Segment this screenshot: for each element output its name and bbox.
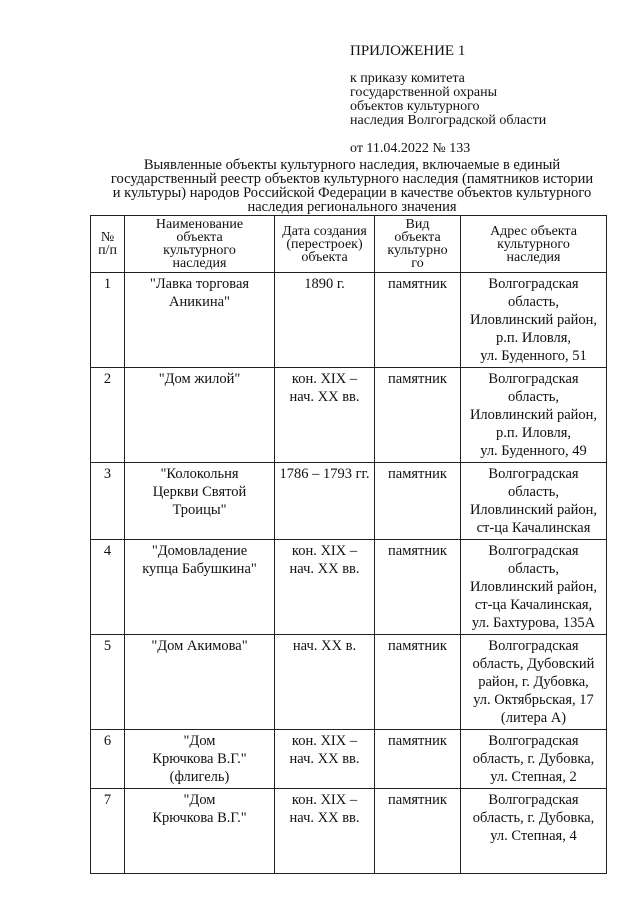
address-line: район, г. Дубовка, [478, 674, 589, 690]
address-line: (литера А) [500, 710, 567, 726]
address-line: Иловлинский район, [469, 312, 598, 328]
header-line: объекта [394, 230, 441, 245]
cell-number: 4 [91, 540, 125, 635]
table-row [91, 368, 607, 463]
cell-type: памятник [375, 368, 461, 463]
name-line: "Дом Акимова" [151, 638, 248, 654]
name-line: Крючкова В.Г." [152, 810, 247, 826]
heritage-table [90, 215, 607, 874]
header-line: объекта [176, 230, 223, 245]
cell-date [275, 368, 375, 463]
date-line: нач. XX в. [292, 638, 357, 654]
cell-address [461, 540, 607, 635]
name-line: "Дом жилой" [158, 371, 241, 387]
table-row [91, 730, 607, 789]
name-line: "Дом [183, 733, 216, 749]
name-line: "Дом [183, 792, 216, 808]
title-line: Выявленные объекты культурного наследия, включаемые в единый [143, 157, 561, 173]
address-line: Волгоградская [488, 733, 579, 749]
name-line: Троицы" [172, 502, 227, 518]
cell-address [461, 463, 607, 540]
address-line: Иловлинский район, [469, 407, 598, 423]
cell-name [125, 635, 275, 730]
address-line: Волгоградская [488, 543, 579, 559]
address-line: ул. Бахтурова, 135А [471, 615, 596, 631]
address-line: ул. Буденного, 51 [480, 348, 587, 364]
header-line: Дата создания [282, 223, 367, 239]
address-line: область, [508, 484, 559, 500]
title-line: и культуры) народов Российской Федерации в качестве объектов культурного [112, 185, 592, 201]
cell-name [125, 368, 275, 463]
address-line: область, [508, 561, 559, 577]
header-line: объекта [301, 249, 348, 265]
cell-name [125, 789, 275, 874]
cell-type: памятник [375, 463, 461, 540]
cell-type: памятник [375, 273, 461, 368]
title-line: государственный реестр объектов культурного наследия (памятников истории [110, 171, 594, 187]
header-line: культурно [387, 243, 448, 258]
cell-type: памятник [375, 540, 461, 635]
date-line: 1890 г. [304, 276, 345, 292]
address-line: Волгоградская [488, 792, 579, 808]
date-line: 1786 – 1793 гг. [279, 466, 370, 482]
header-line: наследия [506, 249, 561, 265]
cell-number: 3 [91, 463, 125, 540]
cell-date [275, 463, 375, 540]
cell-date [275, 273, 375, 368]
header-line: наследия [172, 256, 227, 271]
order-line: к приказу комитета [350, 71, 465, 86]
cell-number: 5 [91, 635, 125, 730]
name-line: Крючкова В.Г." [152, 751, 247, 767]
address-line: ул. Буденного, 49 [480, 443, 587, 459]
header-line: культурного [497, 236, 570, 252]
cell-name [125, 540, 275, 635]
name-line: "Домовладение [151, 543, 248, 559]
address-line: Волгоградская [488, 466, 579, 482]
date-line: кон. XIX – [291, 371, 358, 387]
address-line: область, г. Дубовка, [472, 751, 595, 767]
header-line: культурного [163, 243, 236, 258]
order-line: объектов культурного [350, 99, 480, 114]
cell-type: памятник [375, 635, 461, 730]
name-line: "Лавка торговая [149, 276, 250, 292]
table-header-row [91, 216, 607, 273]
cell-address [461, 730, 607, 789]
name-line: купца Бабушкина" [142, 561, 257, 577]
header-line: п/п [98, 243, 117, 258]
date-line: нач. XX вв. [289, 751, 360, 767]
table-row [91, 540, 607, 635]
cell-name [125, 730, 275, 789]
cell-address [461, 635, 607, 730]
cell-number: 6 [91, 730, 125, 789]
header-address [461, 216, 607, 273]
cell-address [461, 273, 607, 368]
cell-type: памятник [375, 789, 461, 874]
order-date: от 11.04.2022 № 133 [350, 141, 471, 156]
cell-number: 7 [91, 789, 125, 874]
address-line: область, Дубовский [472, 656, 595, 672]
header-line: Вид [405, 217, 430, 232]
address-line: ул. Степная, 4 [490, 828, 577, 844]
table-row [91, 463, 607, 540]
address-line: Иловлинский район, [469, 579, 598, 595]
header-line: Адрес объекта [490, 223, 577, 239]
header-line: Наименование [155, 217, 244, 232]
date-line: кон. XIX – [291, 543, 358, 559]
header-number [91, 216, 125, 273]
document-header [350, 44, 630, 156]
address-line: Волгоградская [488, 638, 579, 654]
cell-date [275, 789, 375, 874]
header-type [375, 216, 461, 273]
cell-number: 1 [91, 273, 125, 368]
order-line: наследия Волгоградской области [350, 113, 547, 128]
cell-date [275, 730, 375, 789]
header-line: № [100, 230, 115, 245]
address-line: ст-ца Качалинская, [474, 597, 593, 613]
cell-date [275, 635, 375, 730]
date-line: нач. XX вв. [289, 389, 360, 405]
address-line: ул. Октябрьская, 17 [473, 692, 594, 708]
name-line: Аникина" [169, 294, 230, 310]
address-line: ул. Степная, 2 [490, 769, 577, 785]
header-date [275, 216, 375, 273]
order-line: государственной охраны [350, 85, 498, 100]
name-line: Церкви Святой [152, 484, 247, 500]
cell-address [461, 368, 607, 463]
name-line: (флигель) [169, 769, 230, 785]
appendix-title: ПРИЛОЖЕНИЕ 1 [350, 43, 466, 59]
header-name [125, 216, 275, 273]
address-line: р.п. Иловля, [495, 425, 572, 441]
cell-date [275, 540, 375, 635]
title-line: наследия регионального значения [247, 199, 457, 215]
table-row [91, 635, 607, 730]
table-row [91, 789, 607, 874]
address-line: область, [508, 389, 559, 405]
date-line: нач. XX вв. [289, 561, 360, 577]
address-line: Волгоградская [488, 276, 579, 292]
date-line: кон. XIX – [291, 792, 358, 808]
cell-address [461, 789, 607, 874]
address-line: область, г. Дубовка, [472, 810, 595, 826]
address-line: Волгоградская [488, 371, 579, 387]
cell-number: 2 [91, 368, 125, 463]
date-line: нач. XX вв. [289, 810, 360, 826]
date-line: кон. XIX – [291, 733, 358, 749]
cell-name [125, 273, 275, 368]
table-row [91, 273, 607, 368]
cell-type: памятник [375, 730, 461, 789]
address-line: Иловлинский район, [469, 502, 598, 518]
header-line: (перестроек) [286, 236, 363, 252]
header-line: го [411, 256, 424, 271]
name-line: "Колокольня [160, 466, 239, 482]
cell-name [125, 463, 275, 540]
document-title [92, 158, 612, 214]
address-line: ст-ца Качалинская [476, 520, 591, 536]
address-line: область, [508, 294, 559, 310]
address-line: р.п. Иловля, [495, 330, 572, 346]
